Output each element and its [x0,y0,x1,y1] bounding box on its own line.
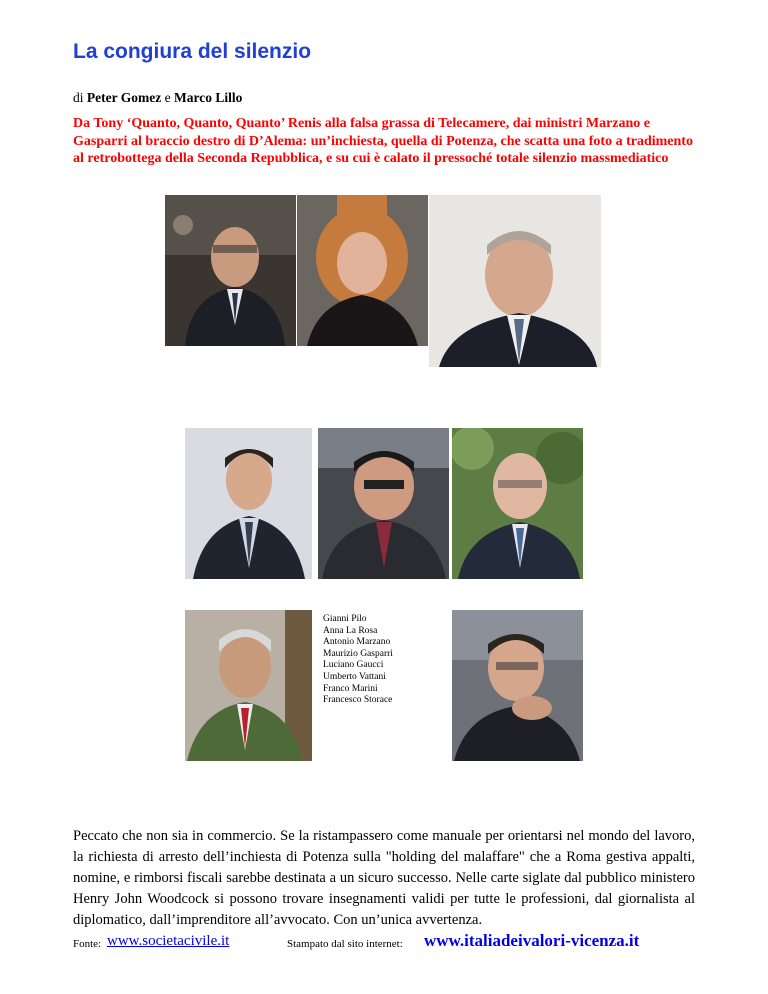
article-title: La congiura del silenzio [73,40,312,63]
source-link[interactable]: www.societacivile.it [107,933,230,949]
article-lead: Da Tony ‘Quanto, Quanto, Quanto’ Renis alla falsa grassa di Telecamere, dai ministri Marzano e Gasparri al braccio destro di D’Alema: un’inchiesta, quella di Potenza, che scatta una foto a tradimento al retrobottega della Seconda Repubblica, e su cui è calato il pressoché totale silenzio massmediatico [73,116,693,166]
printed-label: Stampato dal sito internet: [287,938,403,950]
portrait-photo [185,610,312,761]
caption-name: Antonio Marzano [323,637,391,648]
caption-name: Luciano Gaucci [323,660,384,671]
portrait-photo [429,195,601,367]
caption-name: Francesco Storace [323,695,393,706]
caption-name: Umberto Vattani [323,671,386,682]
printed-site-link[interactable]: www.italiadeivalori-vicenza.it [424,931,640,950]
caption-name: Gianni Pilo [323,614,367,624]
byline-prefix: di [73,90,84,105]
author-name: Peter Gomez [86,90,162,105]
portrait-photo [185,428,312,579]
author-name: Marco Lillo [173,90,243,105]
byline-conjunction: e [164,90,171,105]
article-body: Peccato che non sia in commercio. Se la ristampassero come manuale per orientarsi nel mondo del lavoro, la richiesta di arresto dell’inchiesta di Potenza sulla "holding del malaffare" che a Roma gestiva appalti, nomine, e rimborsi fiscali sarebbe destinata a un sicuro successo. Nelle carte siglate dal pubblico ministero Henry John Woodcock si possono trovare insegnamenti validi per tutte le professioni, dal giornalista al diplomatico, dall’imprenditore all’avvocato. Con un’unica avvertenza. [73,828,695,928]
byline [73,90,242,106]
caption-name: Maurizio Gasparri [323,648,393,659]
caption-name: Franco Marini [323,683,378,694]
portrait-photo [165,195,296,346]
source-label: Fonte: [73,938,102,950]
caption-name: Anna La Rosa [323,625,378,636]
portrait-photo [297,195,428,346]
portrait-photo [452,610,583,761]
portrait-photo [318,428,449,579]
portrait-photo [452,428,583,579]
photo-caption [323,614,393,707]
footer [73,932,695,956]
